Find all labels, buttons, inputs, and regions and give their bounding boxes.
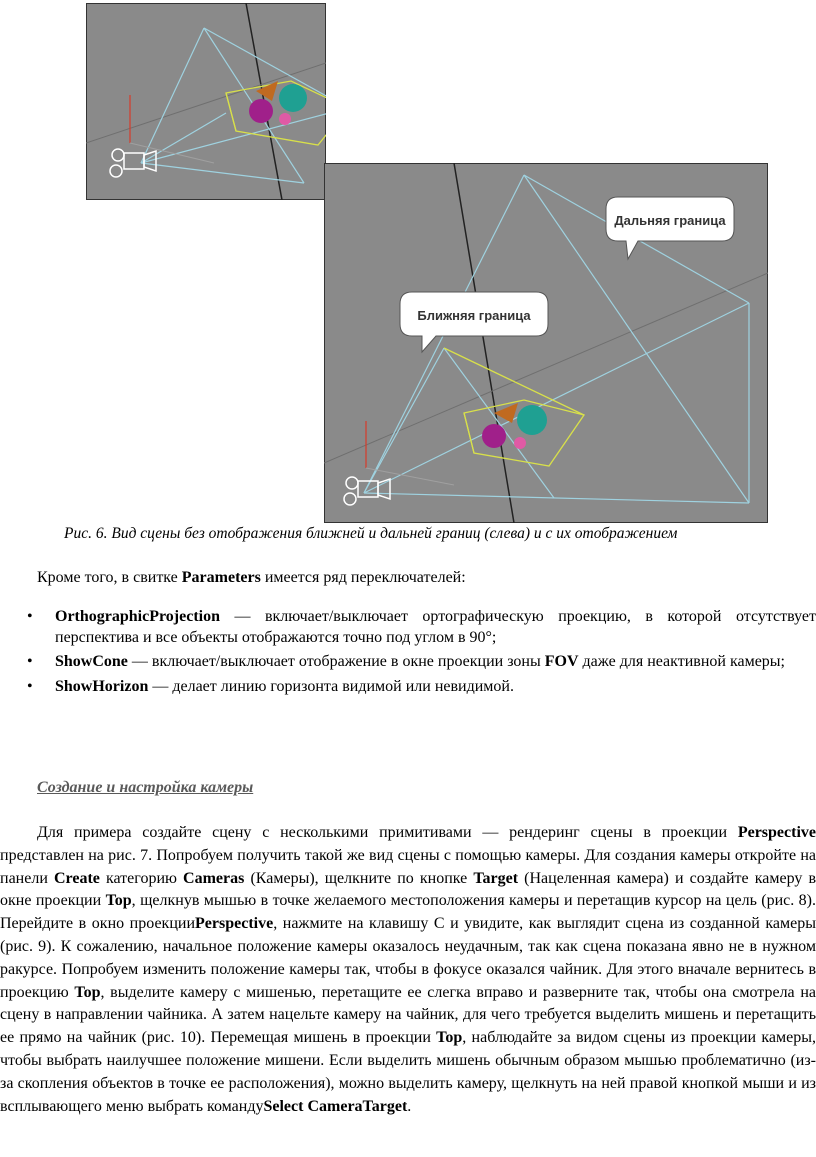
body-text-run: , щелкнув мышью в точке желаемого местоположения камеры и перетащив курсор на цель (рис. 8). Перейдите в окно проекции: [0, 892, 816, 933]
intro-bold: Parameters: [181, 569, 261, 586]
body-text-run: , выделите камеру с мишенью, перетащите ее слегка вправо и разверните так, чтобы она смотрела на сцену в направлении чайника. А затем нацельте камеру на чайник, для чего требуется выделить мишень и перетащить ее прямо на чайник (рис. 10). Перемещая мишень в проекции: [0, 983, 816, 1047]
list-item: [0, 677, 816, 698]
list-item-term: ShowHorizon: [55, 677, 149, 695]
body-term: Top: [74, 983, 101, 1001]
body-text-run: , нажмите на клавишу С и увидите, как выглядит сцена из созданной камеры (рис. 9). К сожалению, начальное положение камеры оказалось неудачным, так как сцена показана явно не в нужном ракурсе. Попробуем изменить положение камеры так, чтобы в фокусе оказался чайник. Для этого вначале вернитесь в проекцию: [0, 915, 816, 1001]
body-term: Create: [53, 869, 100, 887]
list-item-term: OrthographicProjection: [55, 608, 221, 625]
bubble-far-text: Дальняя граница: [614, 213, 726, 228]
body-term: Perspective: [737, 824, 816, 841]
figure-caption: Рис. 6. Вид сцены без отображения ближней и дальней границ (слева) и с их отображением: [64, 525, 678, 542]
bullet-icon: •: [27, 677, 33, 695]
list-item-term-2: FOV: [544, 653, 579, 670]
intro-paragraph: [37, 567, 816, 589]
body-text-run: категорию: [99, 869, 184, 887]
list-item-term: ShowCone: [55, 653, 128, 670]
body-term: Cameras: [183, 869, 245, 887]
body-text-run: .: [407, 1097, 412, 1115]
list-item-text: — делает линию горизонта видимой или невидимой.: [148, 677, 514, 695]
bubble-near-text: Ближняя граница: [417, 308, 531, 323]
body-term: Target: [473, 869, 519, 887]
viewport-scene-right: [324, 163, 768, 523]
intro-pre: Кроме того, в свитке: [37, 569, 182, 586]
switch-list: [0, 607, 816, 701]
body-text-run: (Камеры), щелкните по кнопке: [244, 869, 474, 887]
body-paragraph: [0, 822, 816, 1118]
figure-left-viewport: [86, 3, 326, 200]
body-text-run: Для примера создайте сцену с несколькими примитивами — рендеринг сцены в проекции: [37, 824, 738, 841]
body-term: Perspective: [195, 915, 274, 933]
intro-post: имеется ряд переключателей:: [260, 569, 466, 586]
figure-right-viewport: [324, 163, 768, 523]
body-term: Select CameraTarget: [263, 1097, 408, 1115]
list-item-text: — включает/выключает отображение в окне проекции зоны: [127, 653, 545, 670]
body-term: Top: [436, 1029, 463, 1047]
body-text-run: , наблюдайте за видом сцены из проекции камеры, чтобы выбрать наилучшее положение мишени. Если выделить мишень обычным образом мышью проблематично (из-за скопления объектов в точке ее расположения), можно выделить камеру, щелкнуть на ней правой кнопкой мыши и из всплывающего меню выбрать команду: [0, 1029, 816, 1115]
list-item-text-2: даже для неактивной камеры;: [578, 653, 785, 670]
viewport-scene-left: [86, 3, 326, 200]
bullet-icon: •: [27, 653, 33, 670]
body-text-run: представлен на рис. 7. Попробуем получить такой же вид сцены с помощью камеры. Для создания камеры откройте на панели: [0, 846, 816, 887]
body-text-run: (Нацеленная камера) и создайте камеру в окне проекции: [0, 869, 816, 910]
list-item: [0, 652, 816, 673]
section-heading: Создание и настройка камеры: [37, 779, 254, 796]
body-term: Top: [105, 892, 132, 910]
list-item-text: — включает/выключает ортографическую проекцию, в которой отсутствует перспектива и все объекты отображаются точно под углом в 90°;: [55, 608, 816, 646]
bullet-icon: •: [27, 608, 33, 625]
list-item: [0, 607, 816, 648]
